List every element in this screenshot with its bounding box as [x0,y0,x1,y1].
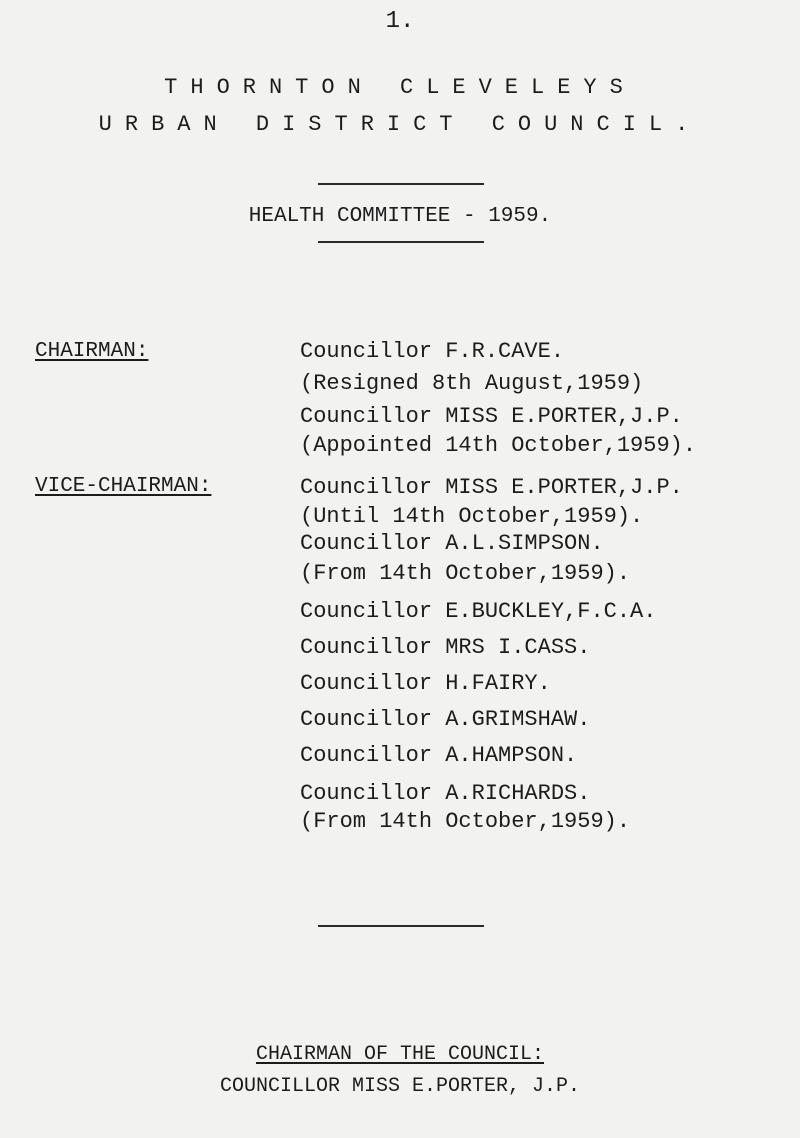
member-line: Councillor H.FAIRY. [300,671,551,696]
member-line: Councillor A.RICHARDS. [300,781,591,806]
member-line: Councillor E.BUCKLEY,F.C.A. [300,599,657,624]
rule-top [318,183,484,185]
member-line: Councillor F.R.CAVE. [300,339,565,364]
vice-chairman-label: VICE-CHAIRMAN: [35,475,212,498]
rule-bottom [318,241,484,243]
member-line: (From 14th October,1959). [300,809,631,834]
footer-heading: CHAIRMAN OF THE COUNCIL: [255,1043,545,1066]
member-line: Councillor MISS E.PORTER,J.P. [300,404,683,429]
chairman-label: CHAIRMAN: [35,340,149,363]
member-line: Councillor A.L.SIMPSON. [300,531,604,556]
footer-name: COUNCILLOR MISS E.PORTER, J.P. [219,1075,581,1098]
member-line: Councillor A.GRIMSHAW. [300,707,591,732]
member-line: (Resigned 8th August,1959) [300,371,644,396]
member-line: Councillor MRS I.CASS. [300,635,591,660]
member-line: Councillor A.HAMPSON. [300,743,578,768]
council-title-line1: THORNTON CLEVELEYS [164,75,636,100]
member-line: (Appointed 14th October,1959). [300,433,697,458]
member-line: (Until 14th October,1959). [300,504,644,529]
council-title-line2: URBAN DISTRICT COUNCIL. [98,112,702,137]
page-number: 1. [385,8,415,35]
member-line: Councillor MISS E.PORTER,J.P. [300,475,683,500]
committee-title: HEALTH COMMITTEE - 1959. [248,205,552,228]
member-line: (From 14th October,1959). [300,561,631,586]
rule-lower [318,925,484,927]
